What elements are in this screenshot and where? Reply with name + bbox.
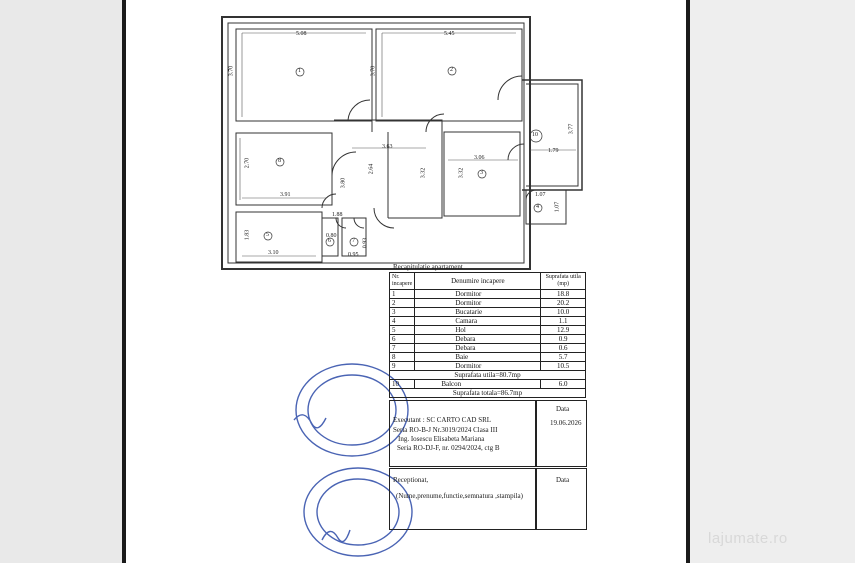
dim-room5-width: 3.10 bbox=[268, 250, 279, 256]
executant-line1: Executant : SC CARTO CAD SRL bbox=[393, 416, 492, 424]
dim-closet6: 0.80 bbox=[326, 233, 337, 239]
summary-table bbox=[389, 272, 586, 398]
room-number-4: 4 bbox=[536, 204, 539, 210]
room-number-5: 5 bbox=[266, 232, 269, 238]
row-area: 12.9 bbox=[541, 326, 586, 335]
table-row bbox=[390, 299, 586, 308]
room-number-8: 8 bbox=[278, 158, 281, 164]
row-num: 3 bbox=[390, 308, 415, 317]
table-row bbox=[390, 362, 586, 371]
table-row bbox=[390, 353, 586, 362]
row-num: 6 bbox=[390, 335, 415, 344]
executant-line4: Seria RO-DJ-F, nr. 0294/2024, ctg B bbox=[397, 444, 500, 452]
row-name: Camara bbox=[415, 317, 541, 326]
grand-total-row bbox=[390, 389, 586, 398]
dim-hall-width: 3.63 bbox=[382, 144, 393, 150]
receptionat-line1: Receptionat, bbox=[393, 476, 429, 484]
row-name: Dormitor bbox=[415, 299, 541, 308]
row-name: Debara bbox=[415, 344, 541, 353]
row-name: Baie bbox=[415, 353, 541, 362]
dim-closet7-height: 0.93 bbox=[362, 237, 369, 249]
row-name: Dormitor bbox=[415, 290, 541, 299]
dim-room1-width: 5.08 bbox=[296, 31, 307, 37]
balcony-row bbox=[390, 380, 586, 389]
table-title: Recapitulatie apartament bbox=[393, 263, 463, 271]
executant-line2: Seria RO-B-J Nr.3019/2024 Clasa III bbox=[393, 426, 498, 434]
table-row bbox=[390, 317, 586, 326]
row-area: 0.6 bbox=[541, 344, 586, 353]
room-number-1: 1 bbox=[298, 68, 301, 74]
row-num: 1 bbox=[390, 290, 415, 299]
dim-hall-a: 2.64 bbox=[368, 163, 375, 175]
table-row bbox=[390, 335, 586, 344]
dim-room2-height: 3.70 bbox=[370, 65, 377, 77]
executant-date-value: 19.06.2026 bbox=[550, 419, 582, 427]
dim-room3-height: 3.32 bbox=[458, 167, 465, 179]
row-num: 7 bbox=[390, 344, 415, 353]
row-num: 5 bbox=[390, 326, 415, 335]
dim-hall-c: 3.32 bbox=[420, 167, 427, 179]
grand-total: Suprafata totala=86.7mp bbox=[390, 389, 586, 398]
row-area: 5.7 bbox=[541, 353, 586, 362]
row-area: 0.9 bbox=[541, 335, 586, 344]
room-number-2: 2 bbox=[450, 67, 453, 73]
row-name: Dormitor bbox=[415, 362, 541, 371]
row-area: 10.5 bbox=[541, 362, 586, 371]
row-name: Bucatarie bbox=[415, 308, 541, 317]
table-header-row bbox=[390, 273, 586, 290]
row-name: Balcon bbox=[415, 380, 541, 389]
table-row bbox=[390, 290, 586, 299]
row-area: 20.2 bbox=[541, 299, 586, 308]
row-num: 8 bbox=[390, 353, 415, 362]
row-num: 2 bbox=[390, 299, 415, 308]
row-num: 4 bbox=[390, 317, 415, 326]
watermark: lajumate.ro bbox=[708, 530, 788, 547]
room-number-10: 10 bbox=[532, 132, 538, 138]
room-number-6: 6 bbox=[328, 238, 331, 244]
receptionat-date-label: Data bbox=[556, 476, 570, 484]
dim-room1-height: 3.70 bbox=[228, 65, 235, 77]
dim-closet-width: 1.88 bbox=[332, 212, 343, 218]
row-num: 10 bbox=[390, 380, 415, 389]
useful-total: Suprafata utila=80.7mp bbox=[390, 371, 586, 380]
receptionat-line2: (Nume,prenume,functie,semnatura ,stampila) bbox=[396, 492, 523, 500]
dim-bath-height: 1.07 bbox=[554, 201, 561, 213]
table-row bbox=[390, 326, 586, 335]
background-right bbox=[690, 0, 855, 563]
dim-room9-width: 3.91 bbox=[280, 192, 291, 198]
dim-closet7-width: 0.95 bbox=[348, 252, 359, 258]
executant-date-label: Data bbox=[556, 405, 570, 413]
row-area: 1.1 bbox=[541, 317, 586, 326]
header-num: Nr. incapere bbox=[390, 273, 415, 290]
row-num: 9 bbox=[390, 362, 415, 371]
row-area: 10.0 bbox=[541, 308, 586, 317]
row-name: Debara bbox=[415, 335, 541, 344]
useful-total-row bbox=[390, 371, 586, 380]
dim-hall-b: 3.80 bbox=[340, 177, 347, 189]
room-number-7: 7 bbox=[352, 238, 355, 244]
executant-line3: Ing. Iosescu Elisabeta Mariana bbox=[398, 435, 485, 443]
dim-room3-width: 3.06 bbox=[474, 155, 485, 161]
row-area: 6.0 bbox=[541, 380, 586, 389]
room-number-3: 3 bbox=[480, 170, 483, 176]
dim-bath-width: 1.07 bbox=[535, 192, 546, 198]
row-area: 18.8 bbox=[541, 290, 586, 299]
dim-balcony-height: 3.77 bbox=[568, 123, 575, 135]
dim-room5-height: 1.83 bbox=[244, 229, 251, 241]
dim-room9-height: 2.70 bbox=[244, 157, 251, 169]
table-row bbox=[390, 344, 586, 353]
dim-room2-width: 5.45 bbox=[444, 31, 455, 37]
row-name: Hol bbox=[415, 326, 541, 335]
header-area: Suprafata utila (mp) bbox=[541, 273, 586, 290]
dim-balcony-width: 1.79 bbox=[548, 148, 559, 154]
header-name: Denumire incapere bbox=[415, 273, 541, 290]
table-row bbox=[390, 308, 586, 317]
background-left bbox=[0, 0, 122, 563]
